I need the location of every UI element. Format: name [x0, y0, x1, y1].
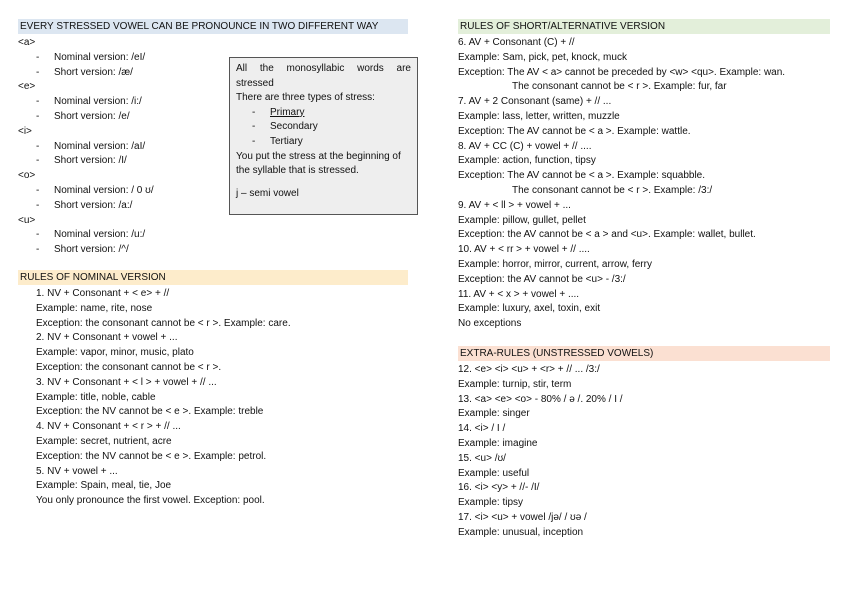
- short-rule-line: The consonant cannot be < r >. Example: /3:/: [512, 184, 713, 196]
- rule-exception: Exception: the consonant cannot be < r >.: [36, 361, 222, 373]
- extra-rules-header: EXTRA-RULES (UNSTRESSED VOWELS): [458, 346, 830, 361]
- extra-rule-line: 15. <u> /ʊ/: [458, 452, 506, 464]
- nominal-version: - Nominal version: / 0 ʊ/: [36, 184, 154, 196]
- rule-title: 2. NV + Consonant + vowel + ...: [36, 332, 178, 344]
- extra-rule-line: Example: turnip, stir, term: [458, 378, 572, 390]
- extra-rules-list: [458, 363, 830, 541]
- short-rules-list: [458, 36, 830, 332]
- nominal-version: - Nominal version: /i:/: [36, 96, 142, 108]
- extra-rule-line: Example: singer: [458, 408, 530, 420]
- extra-rule-line: 12. <e> <i> <u> + <r> + // ... /3:/: [458, 363, 600, 375]
- box-line: All the monosyllabic words are: [236, 63, 411, 74]
- extra-rule-line: Example: imagine: [458, 437, 538, 449]
- vowel-letter: <u>: [18, 214, 36, 226]
- nominal-version: - Nominal version: /eI/: [36, 51, 146, 63]
- right-column: [458, 19, 830, 541]
- short-rule-line: No exceptions: [458, 318, 522, 330]
- short-version: - Short version: /I/: [36, 155, 127, 167]
- nominal-rules-list: [18, 287, 408, 509]
- vowel-letter: <o>: [18, 170, 36, 182]
- rule-example: Example: name, rite, nose: [36, 302, 153, 314]
- extra-rule-line: Example: useful: [458, 467, 530, 479]
- short-rule-line: 6. AV + Consonant (C) + //: [458, 37, 575, 48]
- rule-title: 1. NV + Consonant + < e> + //: [36, 287, 170, 299]
- extra-rule-line: 17. <i> <u> + vowel /jə/ / ʊə /: [458, 511, 587, 523]
- extra-rule-line: Example: unusual, inception: [458, 526, 584, 538]
- box-line: stressed: [236, 77, 274, 89]
- extra-rule-line: 16. <i> <y> + //- /I/: [458, 482, 540, 494]
- extra-rule-line: 13. <a> <e> <o> - 80% / ə /. 20% / I /: [458, 393, 623, 405]
- rule-example: Example: vapor, minor, music, plato: [36, 347, 194, 359]
- stress-type: - Tertiary: [252, 135, 303, 147]
- short-rule-line: Exception: The AV cannot be < a >. Example: squabble.: [458, 170, 706, 182]
- short-version: - Short version: /a:/: [36, 199, 133, 211]
- short-rule-line: Example: action, function, tipsy: [458, 155, 596, 167]
- vowel-letter: <a>: [18, 37, 36, 48]
- stressed-vowel-header: EVERY STRESSED VOWEL CAN BE PRONOUNCE IN TWO DIFFERENT WAY: [18, 19, 408, 34]
- vowel-letter: <e>: [18, 81, 36, 93]
- rule-title: 5. NV + vowel + ...: [36, 465, 118, 477]
- short-rule-line: The consonant cannot be < r >. Example: fur, far: [512, 81, 727, 93]
- short-rule-line: Example: lass, letter, written, muzzle: [458, 110, 620, 122]
- stress-type: - Primary: [252, 106, 305, 118]
- nominal-version: - Nominal version: /aI/: [36, 140, 146, 152]
- nominal-rules-header: RULES OF NOMINAL VERSION: [18, 270, 408, 285]
- rule-exception: Exception: the NV cannot be < e >. Example: treble: [36, 406, 264, 418]
- vowel-letter: <i>: [18, 125, 32, 137]
- rule-title: 4. NV + Consonant + < r > + // ...: [36, 421, 181, 433]
- short-version: - Short version: /^/: [36, 244, 129, 256]
- stress-type: - Secondary: [252, 121, 318, 133]
- box-line: There are three types of stress:: [236, 92, 375, 104]
- box-line: You put the stress at the beginning of: [236, 150, 401, 162]
- rule-example: Example: Spain, meal, tie, Joe: [36, 480, 172, 492]
- short-rule-line: 8. AV + CC (C) + vowel + // ....: [458, 140, 592, 152]
- stress-note-box: [229, 57, 418, 215]
- extra-rule-line: Example: tipsy: [458, 497, 524, 509]
- rule-title: 3. NV + Consonant + < l > + vowel + // ...: [36, 376, 217, 388]
- short-rule-line: Exception: The AV < a> cannot be preceded by <w> <qu>. Example: wan.: [458, 66, 786, 78]
- short-version: - Short version: /æ/: [36, 66, 133, 78]
- box-line: the syllable that is stressed.: [236, 165, 359, 177]
- short-rule-line: 9. AV + < ll > + vowel + ...: [458, 199, 571, 211]
- extra-rule-line: 14. <i> / I /: [458, 423, 506, 435]
- rule-example: Example: title, noble, cable: [36, 391, 156, 403]
- short-rule-line: 7. AV + 2 Consonant (same) + // ...: [458, 96, 612, 108]
- rule-note: You only pronounce the first vowel. Exception: pool.: [36, 495, 265, 507]
- short-rule-line: Exception: the AV cannot be < a > and <u>. Example: wallet, bullet.: [458, 229, 756, 241]
- rule-exception: Exception: the consonant cannot be < r >. Example: care.: [36, 317, 291, 329]
- short-rule-line: 10. AV + < rr > + vowel + // ....: [458, 244, 590, 256]
- short-rule-line: Example: pillow, gullet, pellet: [458, 214, 586, 226]
- short-rule-line: Example: Sam, pick, pet, knock, muck: [458, 51, 627, 63]
- box-line: j – semi vowel: [236, 187, 299, 199]
- nominal-version: - Nominal version: /u:/: [36, 229, 146, 241]
- short-rule-line: Example: luxury, axel, toxin, exit: [458, 303, 601, 315]
- rule-example: Example: secret, nutrient, acre: [36, 435, 172, 447]
- short-version: - Short version: /e/: [36, 110, 130, 122]
- short-rule-line: 11. AV + < x > + vowel + ....: [458, 288, 580, 300]
- short-rule-line: Exception: The AV cannot be < a >. Example: wattle.: [458, 125, 691, 137]
- short-rule-line: Example: horror, mirror, current, arrow, ferry: [458, 258, 652, 270]
- short-rules-header: RULES OF SHORT/ALTERNATIVE VERSION: [458, 19, 830, 34]
- rule-exception: Exception: the NV cannot be < e >. Example: petrol.: [36, 450, 267, 462]
- short-rule-line: Exception: the AV cannot be <u> - /3:/: [458, 273, 626, 285]
